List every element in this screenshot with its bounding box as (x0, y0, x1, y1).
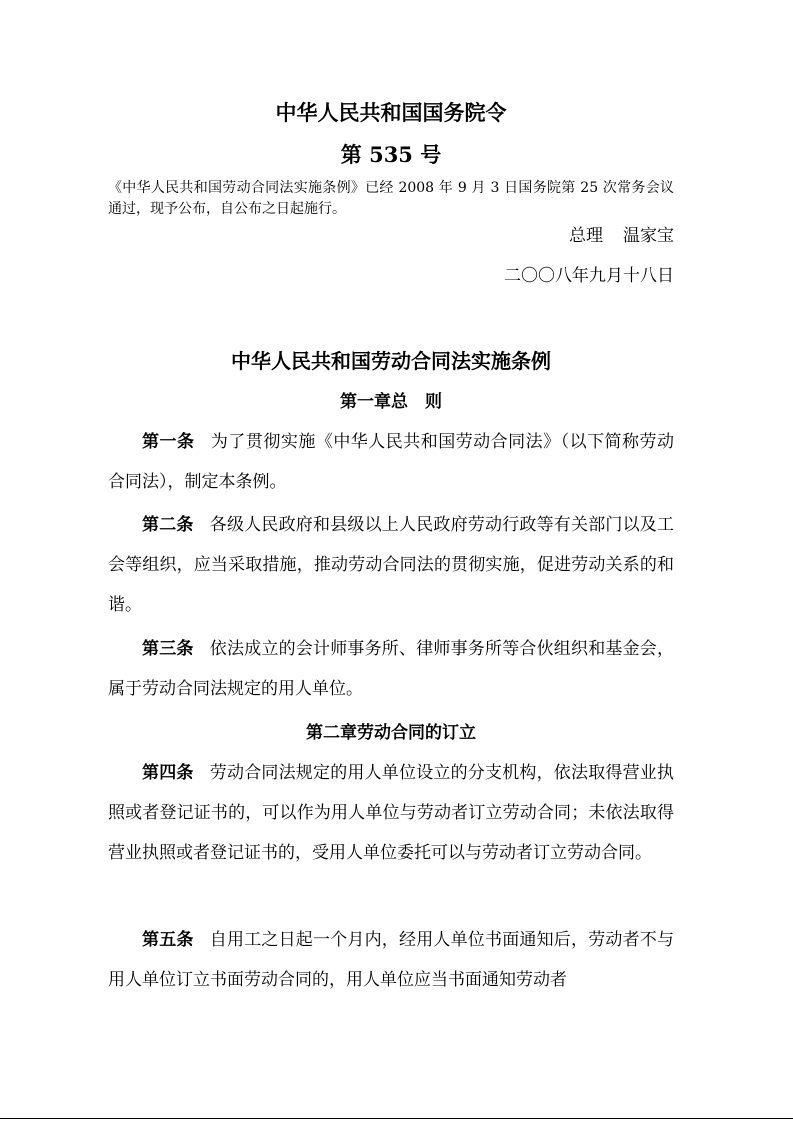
page-bottom-divider (0, 1118, 793, 1119)
article-label: 第一条 (142, 432, 195, 452)
article (108, 753, 674, 873)
article-label: 第三条 (142, 639, 194, 659)
article (108, 505, 674, 625)
article-text: 为了贯彻实施《中华人民共和国劳动合同法》（以下简称劳动合同法），制定本条例。 (108, 432, 675, 492)
article-text: 劳动合同法规定的用人单位设立的分支机构，依法取得营业执照或者登记证书的，可以作为用人单位与劳动者订立劳动合同；未依法取得营业执照或者登记证书的，受用人单位委托可以与劳动者订立劳动合同。 (108, 763, 675, 863)
article-label: 第二条 (142, 515, 194, 535)
article (108, 629, 674, 709)
decree-title: 中华人民共和国国务院令 (275, 100, 507, 125)
signer-title: 总理 (569, 226, 603, 246)
article-text: 自用工之日起一个月内，经用人单位书面通知后，劳动者不与用人单位订立书面劳动合同的，用人单位应当书面通知劳动者 (108, 930, 675, 990)
chapter-heading: 第二章劳动合同的订立 (306, 723, 476, 743)
signer-name: 温家宝 (623, 226, 674, 246)
decree-number: 第 535 号 (340, 142, 442, 167)
decree-date: 二〇〇八年九月十八日 (504, 266, 674, 286)
article-label: 第五条 (142, 930, 194, 950)
article-text: 各级人民政府和县级以上人民政府劳动行政等有关部门以及工会等组织，应当采取措施，推动劳动合同法的贯彻实施，促进劳动关系的和谐。 (108, 515, 675, 615)
decree-text: 《中华人民共和国劳动合同法实施条例》已经 2008 年 9 月 3 日国务院第 25 次常务会议通过，现予公布，自公布之日起施行。 (108, 180, 674, 217)
regulation-title: 中华人民共和国劳动合同法实施条例 (231, 349, 551, 373)
article (108, 920, 674, 1000)
article-text: 依法成立的会计师事务所、律师事务所等合伙组织和基金会，属于劳动合同法规定的用人单位。 (108, 639, 675, 699)
chapter-heading: 第一章总 则 (340, 392, 442, 412)
signer (108, 224, 674, 248)
article (108, 422, 674, 502)
article-label: 第四条 (142, 763, 194, 783)
